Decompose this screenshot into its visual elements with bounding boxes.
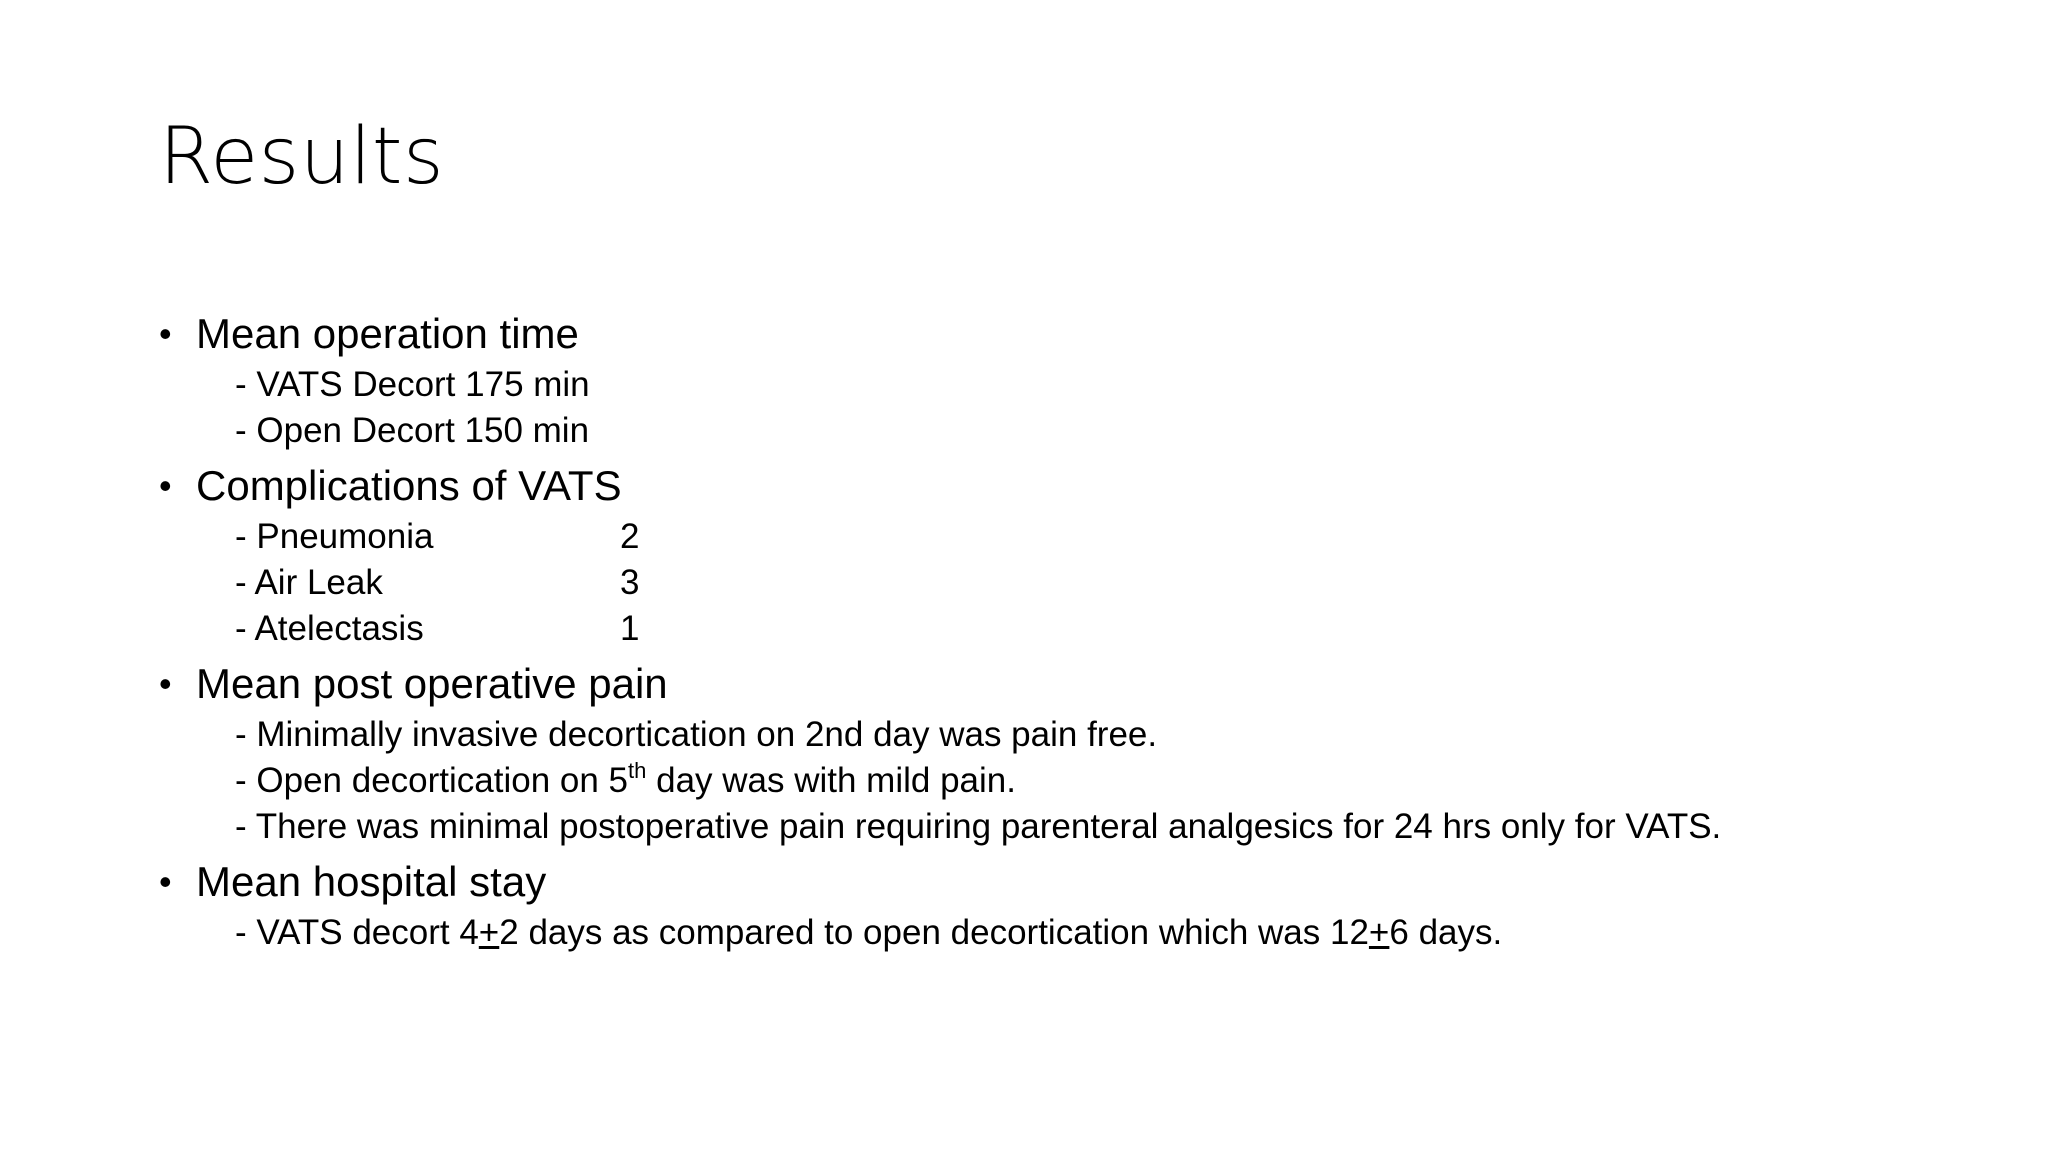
- bullet-text: Mean post operative pain: [196, 660, 668, 707]
- bullet-group-pain: [159, 656, 2019, 850]
- bullet-dot-icon: •: [159, 465, 172, 506]
- complication-count: 3: [620, 563, 640, 602]
- complication-row: [159, 514, 2019, 560]
- bullet-item: [159, 854, 2019, 910]
- bullet-group-operation-time: [159, 306, 2019, 454]
- bullet-dot-icon: •: [159, 313, 172, 354]
- bullet-dot-icon: •: [159, 663, 172, 704]
- slide-content: [159, 306, 2019, 956]
- complication-row: [159, 606, 2019, 652]
- sub-item: [159, 758, 2019, 804]
- bullet-item: [159, 656, 2019, 712]
- complication-label: - Air Leak: [235, 563, 383, 602]
- sub-text: day was with mild pain.: [646, 761, 1016, 800]
- sub-text: 6 days.: [1389, 913, 1503, 952]
- slide-title: Results: [159, 112, 445, 202]
- bullet-text: Mean hospital stay: [196, 858, 547, 905]
- sub-item: - Minimally invasive decortication on 2nd day was pain free.: [235, 715, 1158, 754]
- bullet-text: Mean operation time: [196, 310, 579, 357]
- sub-text: 2 days as compared to open decortication which was 12: [499, 913, 1369, 952]
- complication-label: - Pneumonia: [235, 517, 434, 556]
- bullet-group-hospital-stay: [159, 854, 2019, 956]
- complication-row: [159, 560, 2019, 606]
- complication-count: 2: [620, 517, 640, 556]
- sub-item: - Open Decort 150 min: [235, 411, 590, 450]
- bullet-text: Complications of VATS: [196, 462, 622, 509]
- sub-item: - There was minimal postoperative pain requiring parenteral analgesics for 24 hrs only for VATS.: [235, 807, 1722, 846]
- plus-minus-symbol: +: [1368, 913, 1390, 952]
- bullet-group-complications: [159, 458, 2019, 652]
- bullet-item: [159, 458, 2019, 514]
- plus-minus-symbol: +: [478, 913, 500, 952]
- sub-item: - VATS Decort 175 min: [235, 365, 590, 404]
- superscript: th: [628, 758, 647, 783]
- complication-label: - Atelectasis: [235, 609, 424, 648]
- sub-text: - Open decortication on 5: [235, 761, 629, 800]
- bullet-dot-icon: •: [159, 861, 172, 902]
- complication-count: 1: [620, 609, 640, 648]
- sub-text: - VATS decort 4: [235, 913, 479, 952]
- bullet-item: [159, 306, 2019, 362]
- sub-item: [159, 910, 2019, 956]
